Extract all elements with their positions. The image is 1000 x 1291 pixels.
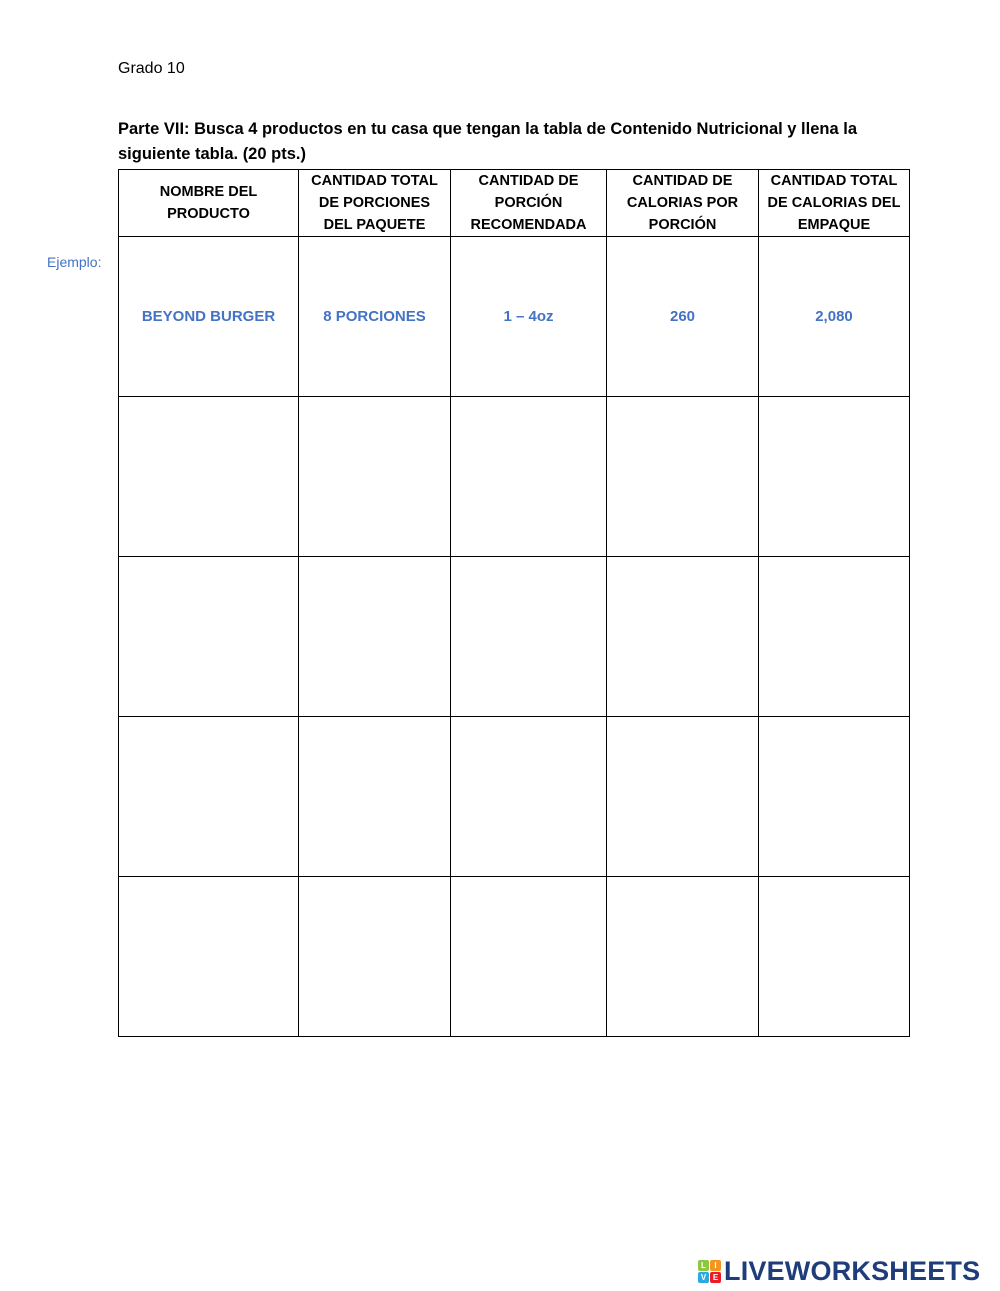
example-serving-size: 1 – 4oz — [451, 237, 607, 397]
grade-label: Grado 10 — [118, 60, 185, 77]
answer-cell[interactable] — [451, 717, 607, 877]
answer-cell[interactable] — [607, 397, 759, 557]
logo-mark-square: I — [710, 1260, 721, 1271]
logo-mark-square: L — [698, 1260, 709, 1271]
answer-cell[interactable] — [607, 877, 759, 1037]
answer-cell[interactable] — [119, 877, 299, 1037]
example-calories-per-serving: 260 — [607, 237, 759, 397]
table-row — [119, 717, 910, 877]
table-row — [119, 397, 910, 557]
header-total-calories: CANTIDAD TOTAL DE CALORIAS DEL EMPAQUE — [759, 170, 910, 237]
logo-mark-icon — [698, 1260, 721, 1283]
table-row-example — [119, 237, 910, 397]
answer-cell[interactable] — [451, 397, 607, 557]
answer-cell[interactable] — [451, 877, 607, 1037]
answer-cell[interactable] — [119, 397, 299, 557]
example-total-servings: 8 PORCIONES — [299, 237, 451, 397]
logo-mark-square: V — [698, 1272, 709, 1283]
header-total-servings: CANTIDAD TOTAL DE PORCIONES DEL PAQUETE — [299, 170, 451, 237]
answer-cell[interactable] — [119, 717, 299, 877]
example-total-calories: 2,080 — [759, 237, 910, 397]
answer-cell[interactable] — [759, 717, 910, 877]
header-serving-size: CANTIDAD DE PORCIÓN RECOMENDADA — [451, 170, 607, 237]
header-calories-per-serving: CANTIDAD DE CALORIAS POR PORCIÓN — [607, 170, 759, 237]
answer-cell[interactable] — [759, 877, 910, 1037]
table-row — [119, 557, 910, 717]
answer-cell[interactable] — [759, 557, 910, 717]
answer-cell[interactable] — [299, 717, 451, 877]
instructions-text: Parte VII: Busca 4 productos en tu casa que tengan la tabla de Contenido Nutricional y llena la siguiente tabla. (20 pts.) — [118, 120, 857, 163]
answer-cell[interactable] — [759, 397, 910, 557]
header-product-name: NOMBRE DEL PRODUCTO — [119, 170, 299, 237]
table-row — [119, 877, 910, 1037]
nutrition-table — [118, 169, 910, 1037]
answer-cell[interactable] — [607, 717, 759, 877]
answer-cell[interactable] — [451, 557, 607, 717]
logo-mark-square: E — [710, 1272, 721, 1283]
answer-cell[interactable] — [299, 877, 451, 1037]
example-product-name: BEYOND BURGER — [119, 237, 299, 397]
example-label: Ejemplo: — [47, 254, 102, 270]
table-header-row — [119, 170, 910, 237]
answer-cell[interactable] — [299, 557, 451, 717]
answer-cell[interactable] — [607, 557, 759, 717]
answer-cell[interactable] — [119, 557, 299, 717]
answer-cell[interactable] — [299, 397, 451, 557]
logo-text: LIVEWORKSHEETS — [724, 1256, 981, 1286]
liveworksheets-logo — [698, 1256, 980, 1287]
